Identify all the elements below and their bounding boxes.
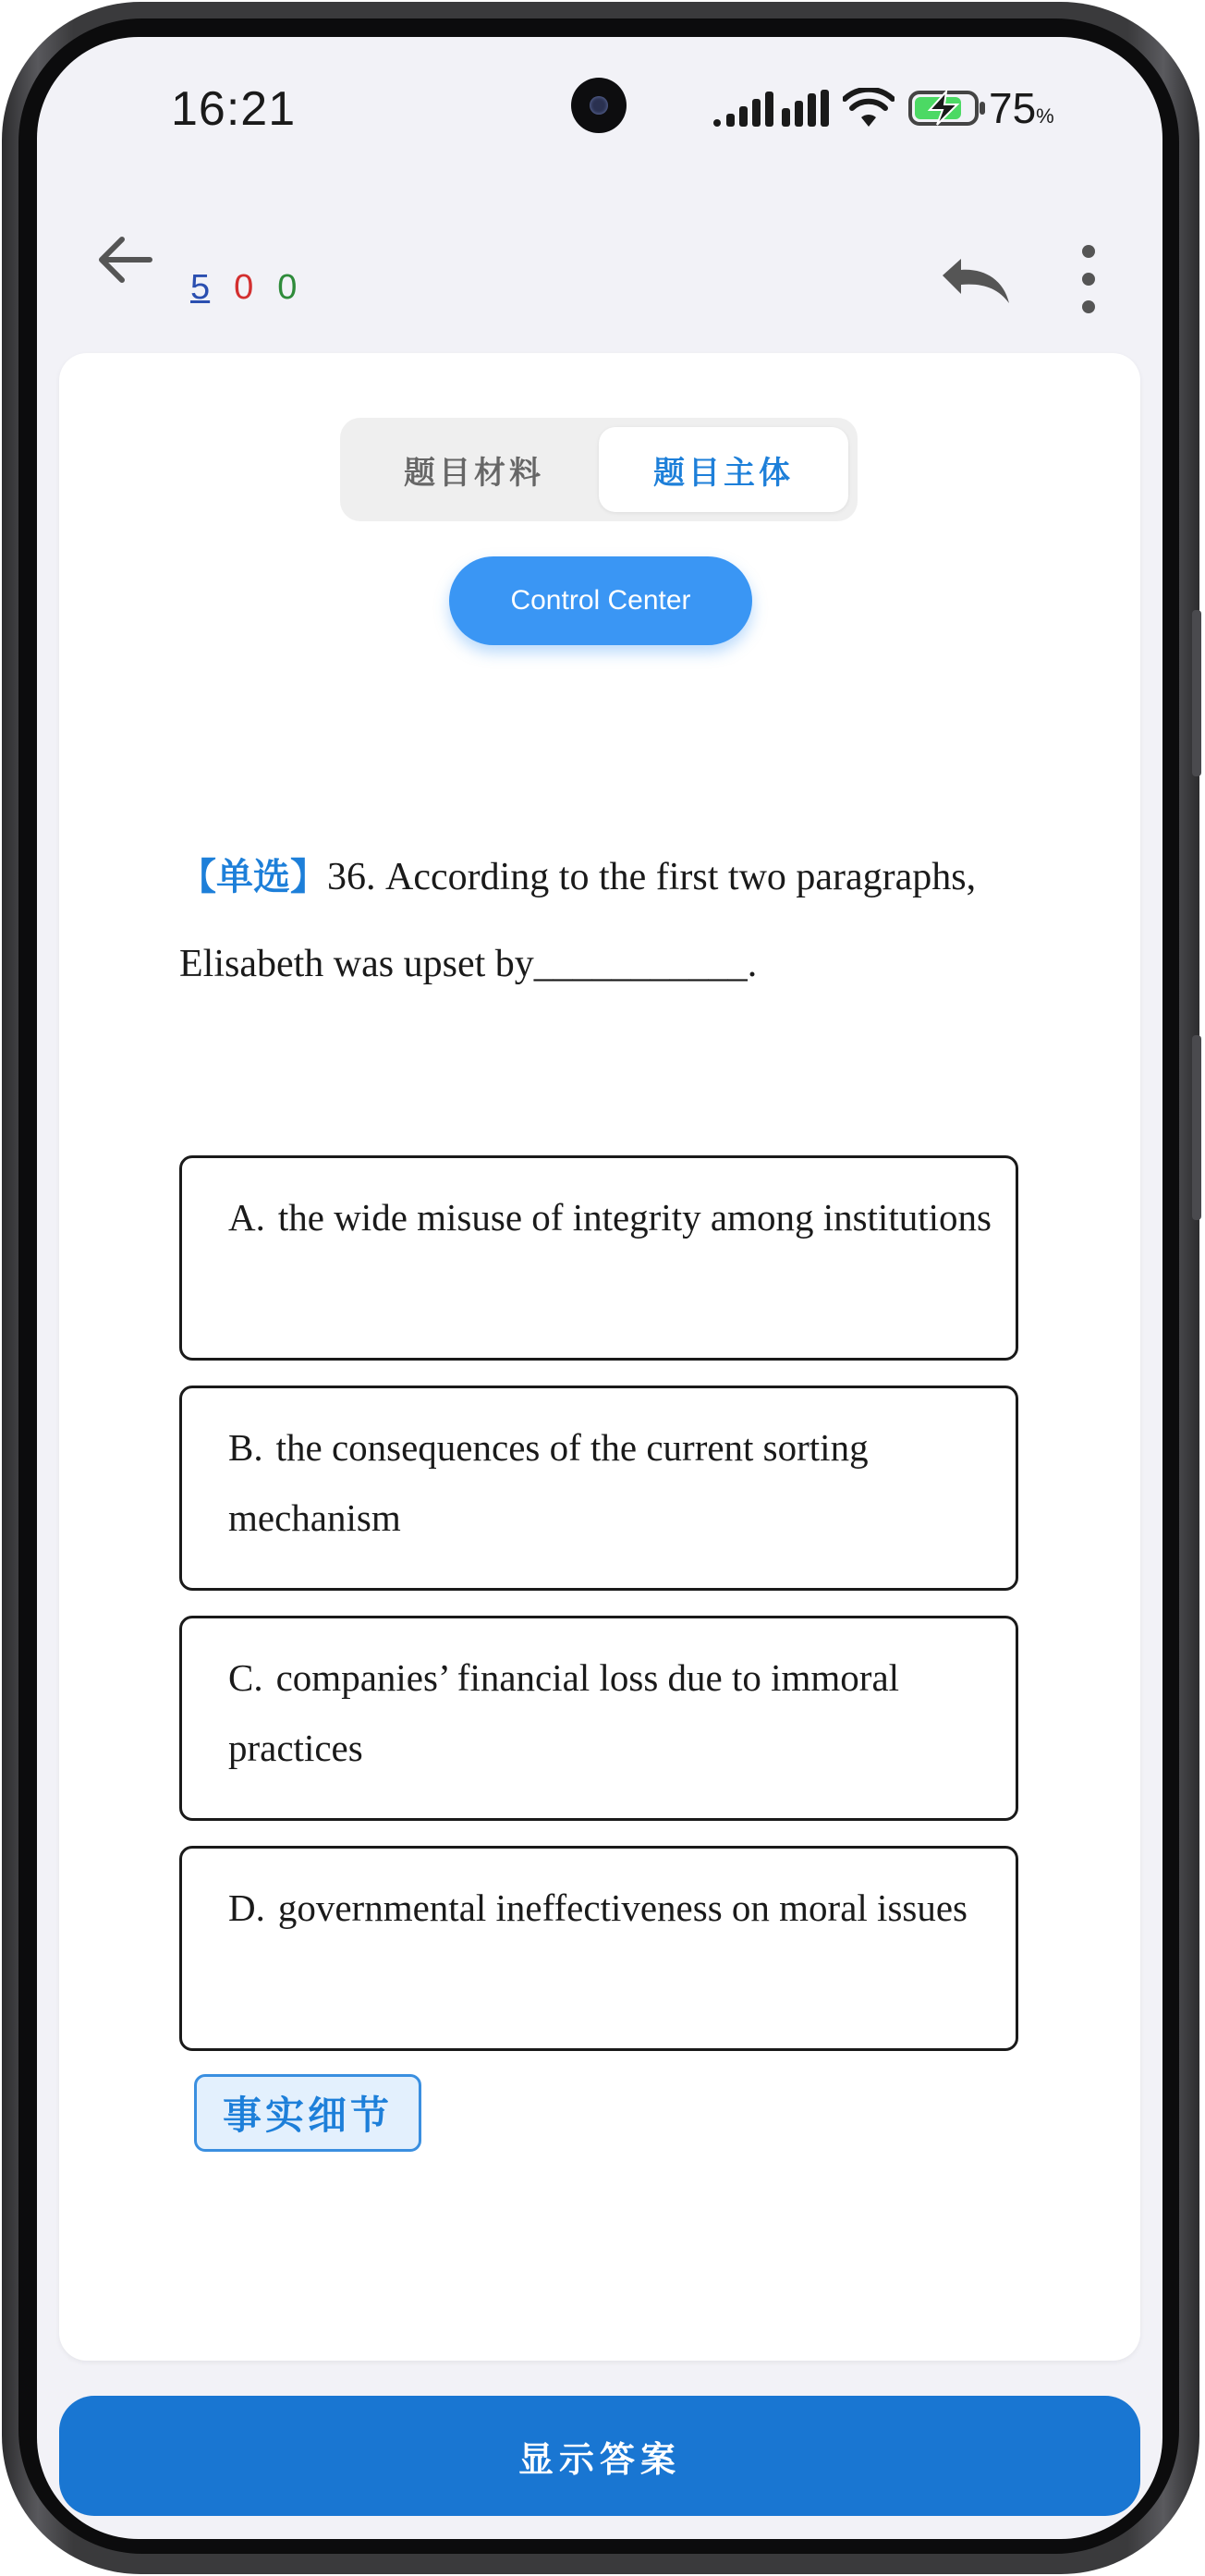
- option-c[interactable]: [179, 1616, 1018, 1821]
- battery-percentage: 75%: [989, 84, 1054, 132]
- option-text: companies’ financial loss due to immoral practices: [228, 1656, 900, 1769]
- control-center-button[interactable]: Control Center: [449, 556, 752, 645]
- question-card: [59, 353, 1140, 2361]
- screen: [37, 37, 1162, 2539]
- status-time: 16:21: [171, 82, 297, 136]
- volume-up-button: [1192, 610, 1201, 776]
- more-vertical-icon[interactable]: [1077, 240, 1100, 318]
- progress-counters: [190, 268, 297, 308]
- power-button: [1192, 1035, 1201, 1220]
- done-count[interactable]: 5: [190, 268, 211, 307]
- front-camera: [571, 78, 627, 133]
- undo-icon[interactable]: [939, 255, 1013, 312]
- back-arrow-icon[interactable]: [92, 227, 157, 292]
- option-text: the wide misuse of integrity among institutions: [277, 1196, 992, 1239]
- option-text: the consequences of the current sorting mechanism: [228, 1426, 869, 1539]
- tab-switcher: [340, 418, 858, 521]
- battery-charging-icon: [907, 88, 987, 128]
- wifi-icon: [843, 88, 895, 128]
- option-b[interactable]: [179, 1386, 1018, 1591]
- option-text: governmental ineffectiveness on moral issues: [277, 1886, 968, 1929]
- tab-material[interactable]: 题目材料: [404, 454, 544, 492]
- option-d[interactable]: [179, 1846, 1018, 2051]
- knowledge-tag[interactable]: 事实细节: [194, 2074, 421, 2152]
- question-text: 36. According to the first two paragraphs, Elisabeth was upset by___________.: [179, 856, 977, 985]
- status-icons: [712, 85, 1054, 131]
- option-letter: A.: [228, 1196, 265, 1239]
- signal-icon: [712, 88, 830, 128]
- option-letter: D.: [228, 1886, 265, 1929]
- option-letter: C.: [228, 1656, 263, 1699]
- right-count: 0: [277, 268, 298, 307]
- question-type-tag: 【单选】: [179, 856, 327, 898]
- show-answer-button[interactable]: 显示答案: [59, 2396, 1140, 2516]
- option-a[interactable]: [179, 1155, 1018, 1361]
- option-letter: B.: [228, 1426, 263, 1469]
- options-list: [179, 1155, 1018, 2076]
- tab-question-body[interactable]: 题目主体: [599, 427, 848, 512]
- question-stem: [179, 834, 1039, 1007]
- wrong-count: 0: [234, 268, 254, 307]
